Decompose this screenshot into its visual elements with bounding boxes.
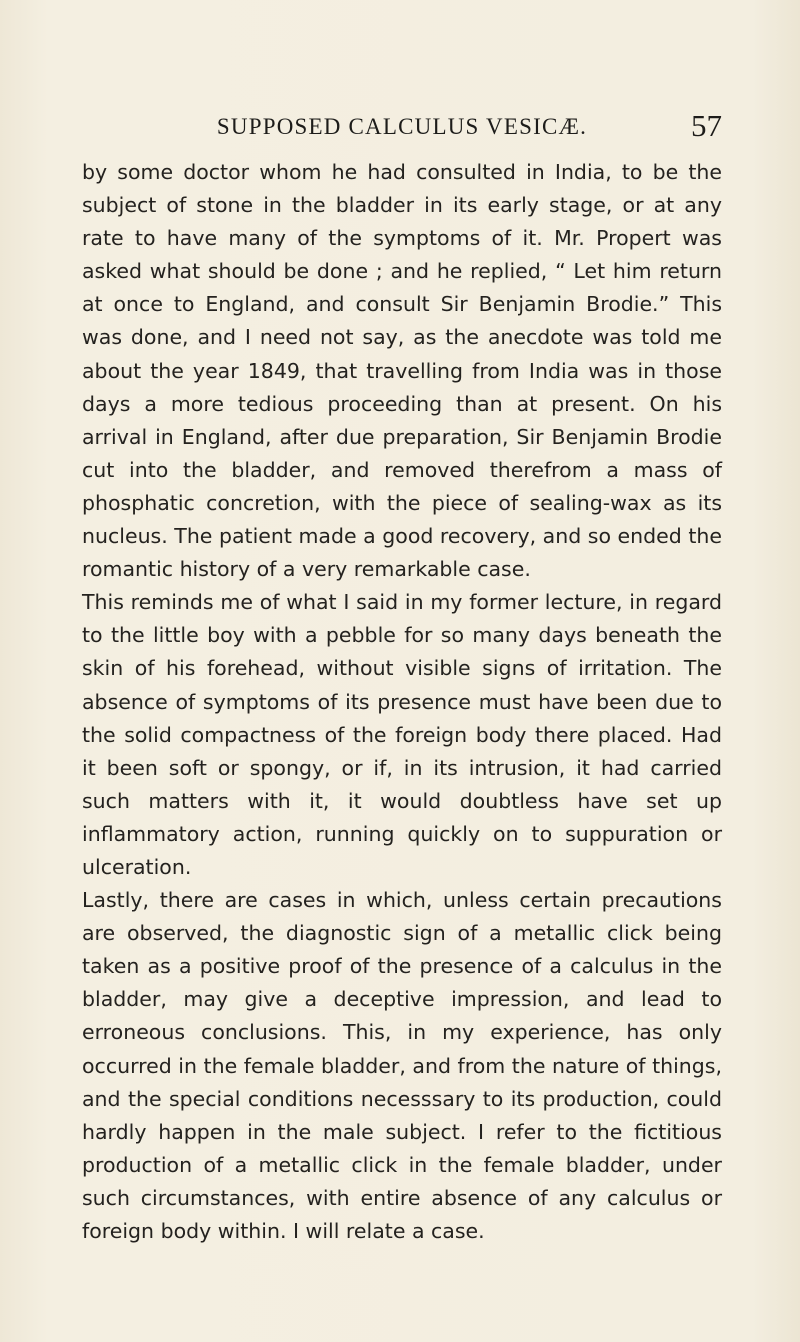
- paragraph-3: Lastly, there are cases in which, unless certain precautions are observed, the diagnostic sign of a metallic click being taken as a positive proof of the presence of a calculus in the bladder, may give a deceptive impression, and lead to erroneous conclusions. This, in my experience, has only occurred in the female bladder, and from the nature of things, and the special conditions necesssary to its production, could hardly happen in the male subject. I refer to the fictitious production of a metallic click in the female bladder, under such circumstances, with entire absence of any calculus or foreign body within. I will relate a case.: [82, 888, 722, 1243]
- page-number: 57: [691, 108, 722, 143]
- running-head: SUPPOSED CALCULUS VESICÆ.: [216, 114, 588, 139]
- paragraph-2: This reminds me of what I said in my former lecture, in regard to the little boy with a pebble for so many days beneath the skin of his forehead, without visible signs of irritation. The absence of symptoms of its presence must have been due to the solid compactness of the foreign body there placed. Had it been soft or spongy, or if, in its intrusion, it had carried such matters with it, it would doubtless have set up inflammatory action, running quickly on to suppuration or ulceration.: [82, 590, 722, 879]
- body-text: [82, 156, 722, 1248]
- paragraph-1: by some doctor whom he had consulted in India, to be the subject of stone in the bladder in its early stage, or at any rate to have many of the symptoms of it. Mr. Propert was asked what should be done ; and he replied, “ Let him return at once to England, and consult Sir Benjamin Brodie.” This was done, and I need not say, as the anecdote was told me about the year 1849, that travelling from India was in those days a more tedious proceeding than at present. On his arrival in England, after due preparation, Sir Benjamin Brodie cut into the bladder, and removed therefrom a mass of phosphatic concretion, with the piece of sealing-wax as its nucleus. The patient made a good recovery, and so ended the romantic history of a very remarkable case.: [82, 160, 722, 582]
- page-header: [82, 108, 722, 148]
